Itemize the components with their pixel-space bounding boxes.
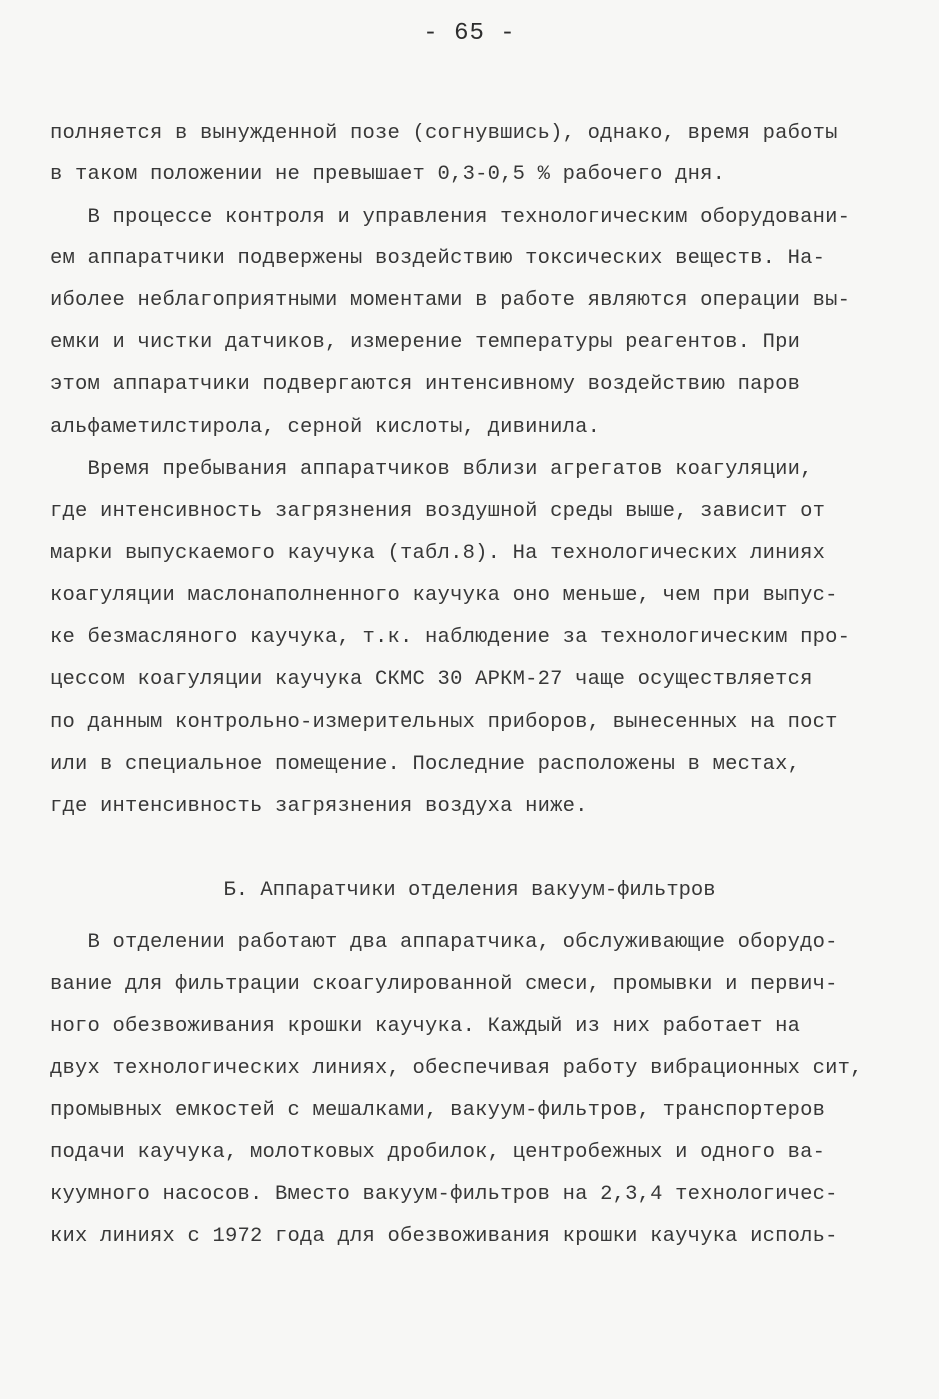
text-line: куумного насосов. Вместо вакуум-фильтров на 2,3,4 технологичес- xyxy=(50,1183,838,1206)
text-line: вание для фильтрации скоагулированной смеси, промывки и первич- xyxy=(50,973,838,996)
text-line: ких линиях с 1972 года для обезвоживания крошки каучука исполь- xyxy=(50,1225,838,1248)
text-line: марки выпускаемого каучука (табл.8). На технологических линиях xyxy=(50,542,826,565)
text-line: коагуляции маслонаполненного каучука оно меньше, чем при выпус- xyxy=(50,584,838,607)
text-line: промывных емкостей с мешалками, вакуум-фильтров, транспортеров xyxy=(50,1099,826,1122)
text-line: цессом коагуляции каучука СКМС 30 АРКМ-27 чаще осуществляется xyxy=(50,668,813,691)
text-line: двух технологических линиях, обеспечивая работу вибрационных сит, xyxy=(50,1057,863,1080)
text-line: ного обезвоживания крошки каучука. Каждый из них работает на xyxy=(50,1015,801,1038)
text-line: или в специальное помещение. Последние расположены в местах, xyxy=(50,753,801,776)
text-line: подачи каучука, молотковых дробилок, центробежных и одного ва- xyxy=(50,1141,826,1164)
text-line: где интенсивность загрязнения воздушной среды выше, зависит от xyxy=(50,500,826,523)
text-line: по данным контрольно-измерительных приборов, вынесенных на пост xyxy=(50,711,838,734)
text-line: ем аппаратчики подвержены воздействию токсических веществ. На- xyxy=(50,247,826,270)
text-line: емки и чистки датчиков, измерение температуры реагентов. При xyxy=(50,331,801,354)
text-line: ке безмасляного каучука, т.к. наблюдение за технологическим про- xyxy=(50,626,851,649)
text-line: альфаметилстирола, серной кислоты, дивинила. xyxy=(50,416,601,439)
text-line: где интенсивность загрязнения воздуха ниже. xyxy=(50,795,588,818)
text-line: в таком положении не превышает 0,3-0,5 % рабочего дня. xyxy=(50,163,726,186)
text-line: этом аппаратчики подвергаются интенсивному воздействию паров xyxy=(50,373,801,396)
section-heading: Б. Аппаратчики отделения вакуум-фильтров xyxy=(223,879,716,902)
page-number: - 65 - xyxy=(423,20,516,47)
text-line: Время пребывания аппаратчиков вблизи агрегатов коагуляции, xyxy=(50,458,813,481)
text-line: В процессе контроля и управления технологическим оборудовани- xyxy=(50,206,851,229)
text-line: В отделении работают два аппаратчика, обслуживающие оборудо- xyxy=(50,931,838,954)
text-line: полняется в вынужденной позе (согнувшись), однако, время работы xyxy=(50,122,838,145)
text-line: иболее неблагоприятными моментами в работе являются операции вы- xyxy=(50,289,851,312)
